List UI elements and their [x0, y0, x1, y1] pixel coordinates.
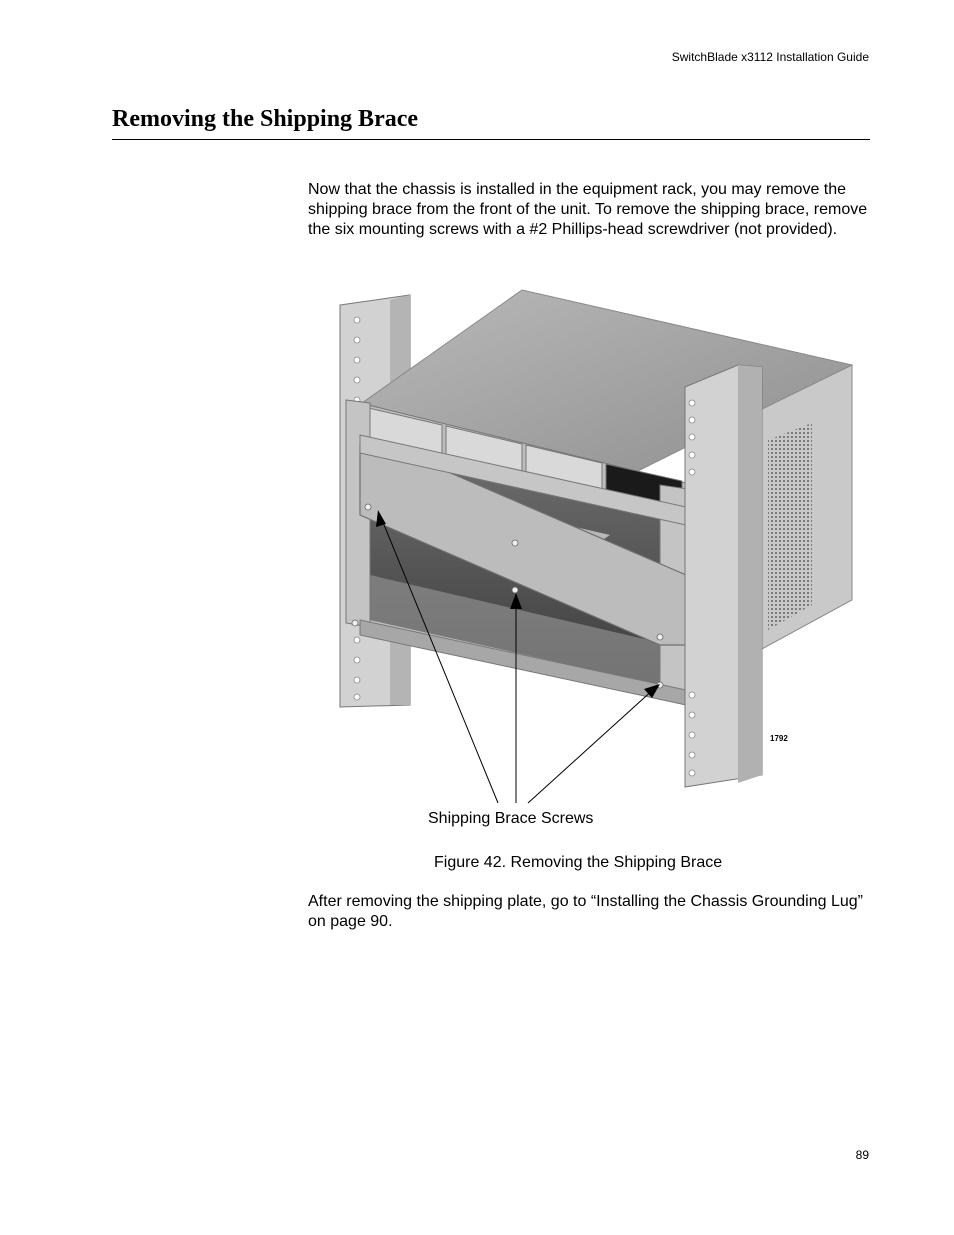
running-header: SwitchBlade x3112 Installation Guide	[671, 50, 869, 64]
figure-caption: Figure 42. Removing the Shipping Brace	[434, 854, 723, 871]
callout-label: Shipping Brace Screws	[428, 810, 594, 827]
intro-paragraph: Now that the chassis is installed in the equipment rack, you may remove the shipping brace from the front of the unit. To remove the shipping brace, remove the six mounting screws with a #2 Phillips-head screwdriver (not provided).	[308, 181, 868, 238]
outro-paragraph: After removing the shipping plate, go to “Installing the Chassis Grounding Lug” on page 90.	[308, 893, 863, 930]
section-title: Removing the Shipping Brace	[112, 106, 419, 132]
page-number: 89	[855, 1148, 869, 1162]
chassis-rack-illustration	[330, 275, 870, 815]
figure-id: 1792	[770, 734, 788, 743]
right-rack-rail	[685, 365, 762, 787]
chassis-side-vents	[768, 423, 812, 630]
title-rule	[112, 139, 870, 140]
